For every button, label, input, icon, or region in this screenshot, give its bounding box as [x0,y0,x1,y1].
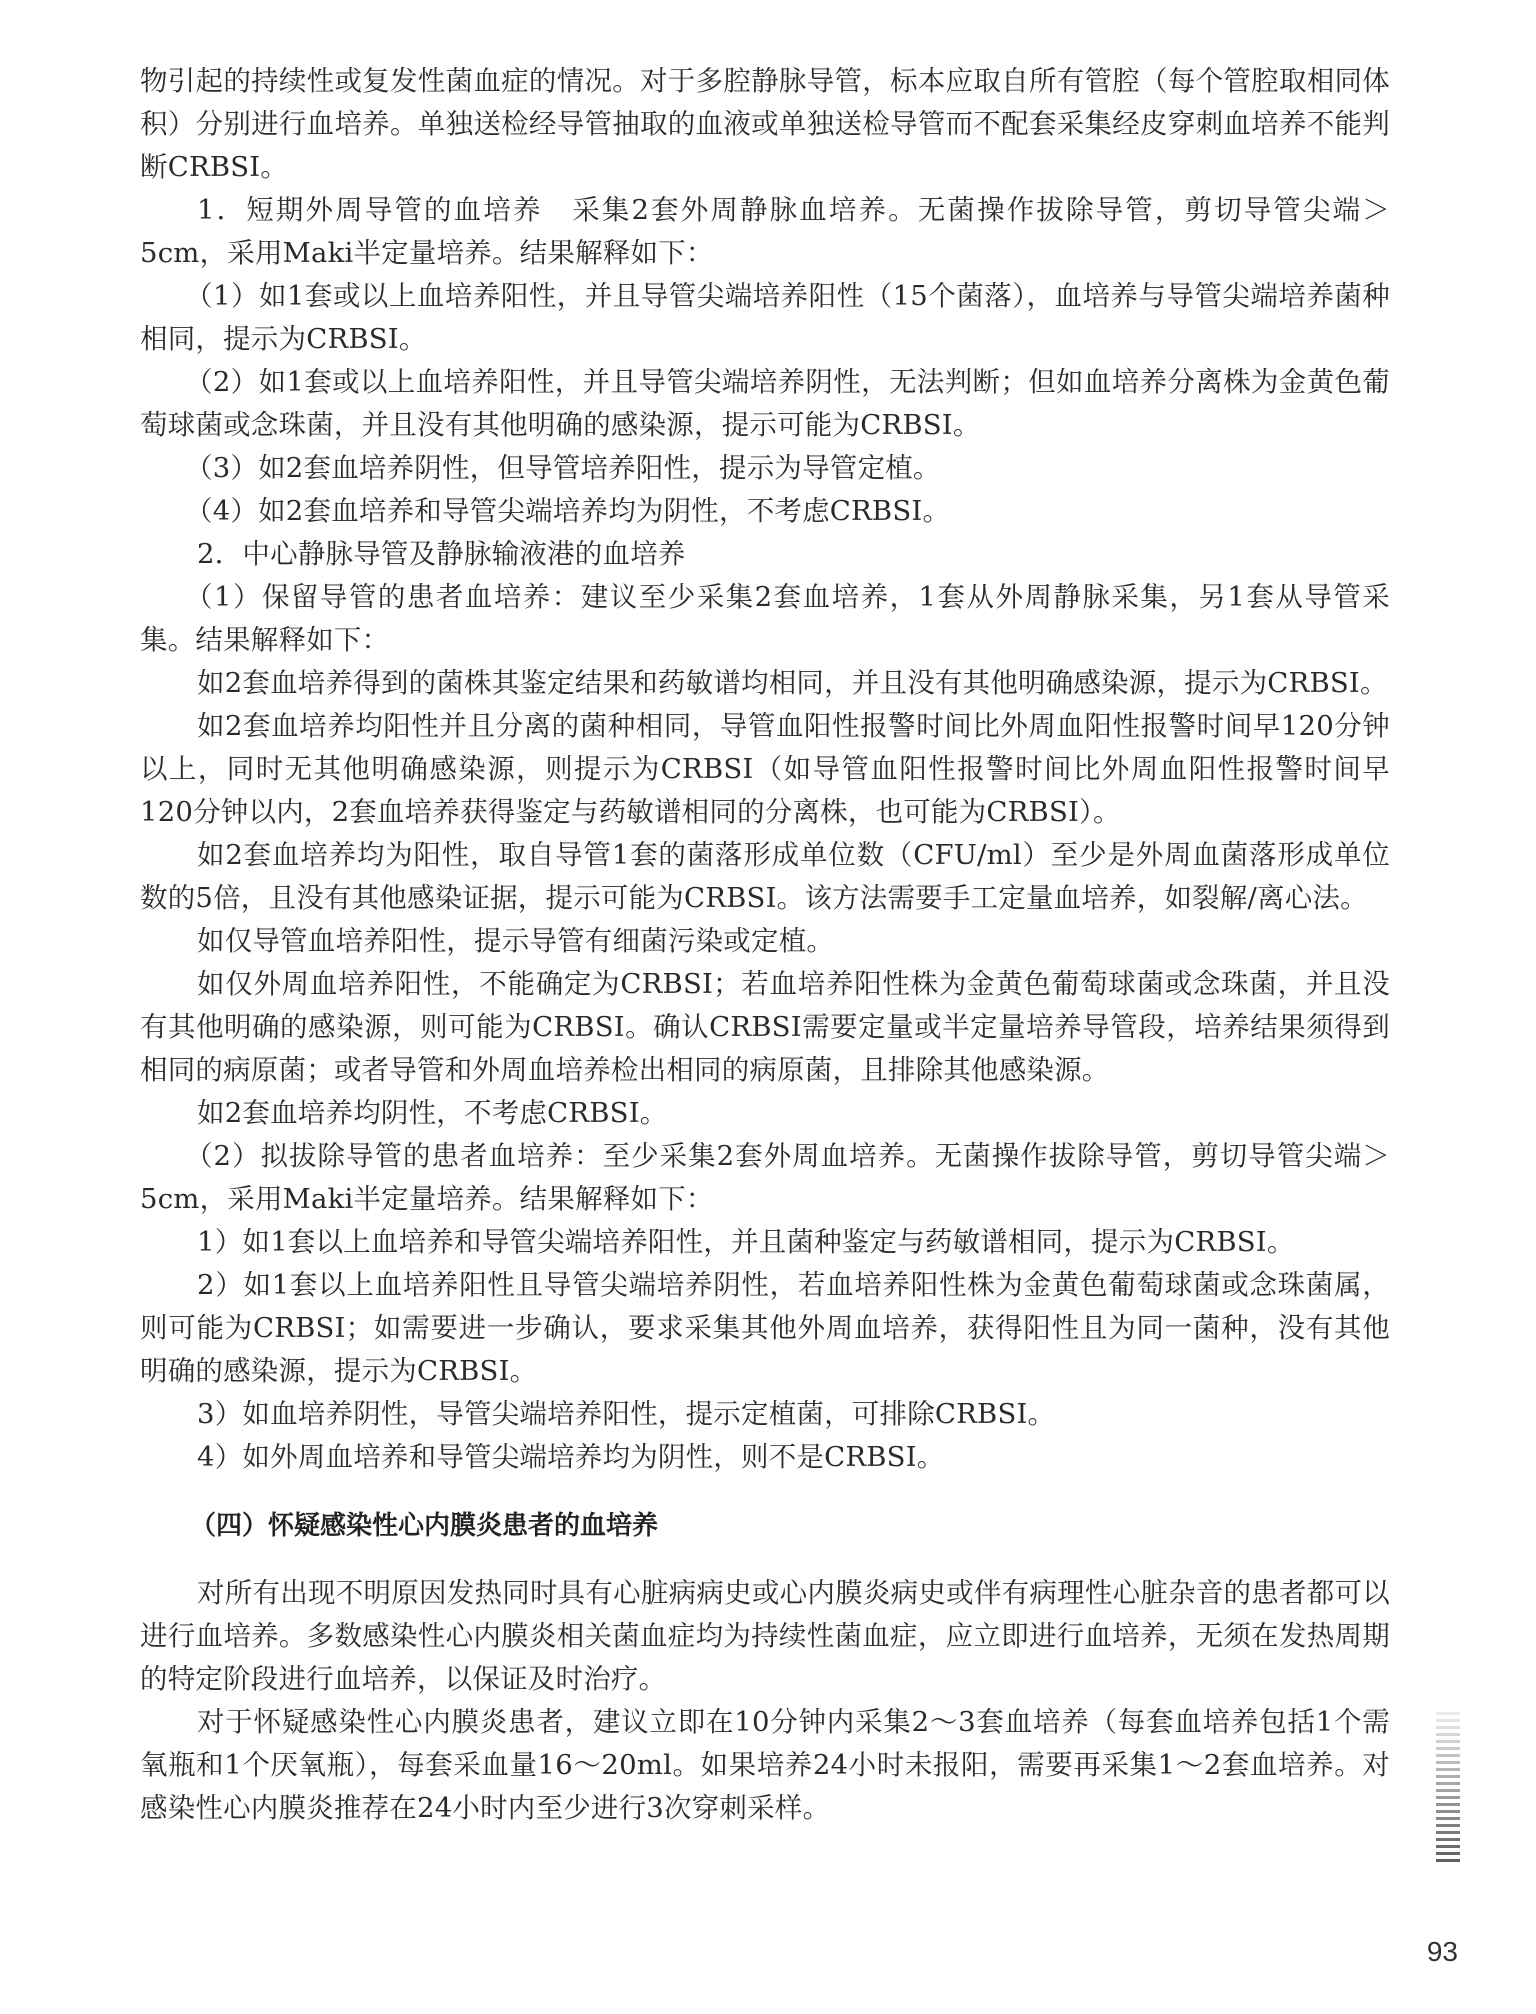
paragraph: 如仅外周血培养阳性，不能确定为CRBSI；若血培养阳性株为金黄色葡萄球菌或念珠菌，并且没有其他明确的感染源，则可能为CRBSI。确认CRBSI需要定量或半定量培养导管段，培养结果须得到相同的病原菌；或者导管和外周血培养检出相同的病原菌，且排除其他感染源。 [140,968,1390,1086]
paragraph: 3）如血培养阴性，导管尖端培养阳性，提示定植菌，可排除CRBSI。 [197,1398,1056,1430]
paragraph: 1）如1套以上血培养和导管尖端培养阳性，并且菌种鉴定与药敏谱相同，提示为CRBSI。 [197,1226,1295,1258]
paragraph: 4）如外周血培养和导管尖端培养均为阴性，则不是CRBSI。 [197,1441,945,1473]
section-heading: （四）怀疑感染性心内膜炎患者的血培养 [190,1511,659,1541]
paragraph: 物引起的持续性或复发性菌血症的情况。对于多腔静脉导管，标本应取自所有管腔（每个管腔取相同体积）分别进行血培养。单独送检经导管抽取的血液或单独送检导管而不配套采集经皮穿刺血培养不能判断CRBSI。 [140,65,1390,183]
paragraph: （2）拟拔除导管的患者血培养：至少采集2套外周血培养。无菌操作拔除导管，剪切导管尖端＞5cm，采用Maki半定量培养。结果解释如下： [140,1140,1390,1215]
paragraph: （1）如1套或以上血培养阳性，并且导管尖端培养阳性（15个菌落），血培养与导管尖端培养菌种相同，提示为CRBSI。 [140,280,1390,355]
paragraph: （2）如1套或以上血培养阳性，并且导管尖端培养阴性，无法判断；但如血培养分离株为金黄色葡萄球菌或念珠菌，并且没有其他明确的感染源，提示可能为CRBSI。 [140,366,1390,441]
paragraph: 1．短期外周导管的血培养 采集2套外周静脉血培养。无菌操作拔除导管，剪切导管尖端＞5cm，采用Maki半定量培养。结果解释如下： [140,194,1390,269]
paragraph: （4）如2套血培养和导管尖端培养均为阴性，不考虑CRBSI。 [185,495,951,527]
paragraph: （3）如2套血培养阴性，但导管培养阳性，提示为导管定植。 [185,452,941,484]
paragraph: 2）如1套以上血培养阳性且导管尖端培养阴性，若血培养阳性株为金黄色葡萄球菌或念珠菌属，则可能为CRBSI；如需要进一步确认，要求采集其他外周血培养，获得阳性且为同一菌种，没有其他明确的感染源，提示为CRBSI。 [140,1269,1390,1387]
page-number: 93 [1426,1936,1458,1967]
paragraph: 对于怀疑感染性心内膜炎患者，建议立即在10分钟内采集2～3套血培养（每套血培养包括1个需氧瓶和1个厌氧瓶），每套采血量16～20ml。如果培养24小时未报阳，需要再采集1～2套血培养。对感染性心内膜炎推荐在24小时内至少进行3次穿刺采样。 [140,1706,1390,1824]
paragraph: 如2套血培养均为阳性，取自导管1套的菌落形成单位数（CFU/ml）至少是外周血菌落形成单位数的5倍，且没有其他感染证据，提示可能为CRBSI。该方法需要手工定量血培养，如裂解/离心法。 [140,839,1390,914]
paragraph: 如2套血培养均阳性并且分离的菌种相同，导管血阳性报警时间比外周血阳性报警时间早120分钟以上，同时无其他明确感染源，则提示为CRBSI（如导管血阳性报警时间比外周血阳性报警时间早120分钟以内，2套血培养获得鉴定与药敏谱相同的分离株，也可能为CRBSI）。 [140,710,1390,828]
page-body [140,60,1390,1830]
paragraph: 如2套血培养均阴性，不考虑CRBSI。 [197,1097,668,1129]
paragraph: 如2套血培养得到的菌株其鉴定结果和药敏谱均相同，并且没有其他明确感染源，提示为CRBSI。 [197,667,1388,699]
paragraph: 如仅导管血培养阳性，提示导管有细菌污染或定植。 [197,925,835,957]
page-edge-decoration [1436,1712,1460,1866]
paragraph: 对所有出现不明原因发热同时具有心脏病病史或心内膜炎病史或伴有病理性心脏杂音的患者都可以进行血培养。多数感染性心内膜炎相关菌血症均为持续性菌血症，应立即进行血培养，无须在发热周期的特定阶段进行血培养，以保证及时治疗。 [140,1577,1390,1695]
paragraph: （1）保留导管的患者血培养：建议至少采集2套血培养，1套从外周静脉采集，另1套从导管采集。结果解释如下： [140,581,1390,656]
paragraph: 2．中心静脉导管及静脉输液港的血培养 [197,538,686,570]
